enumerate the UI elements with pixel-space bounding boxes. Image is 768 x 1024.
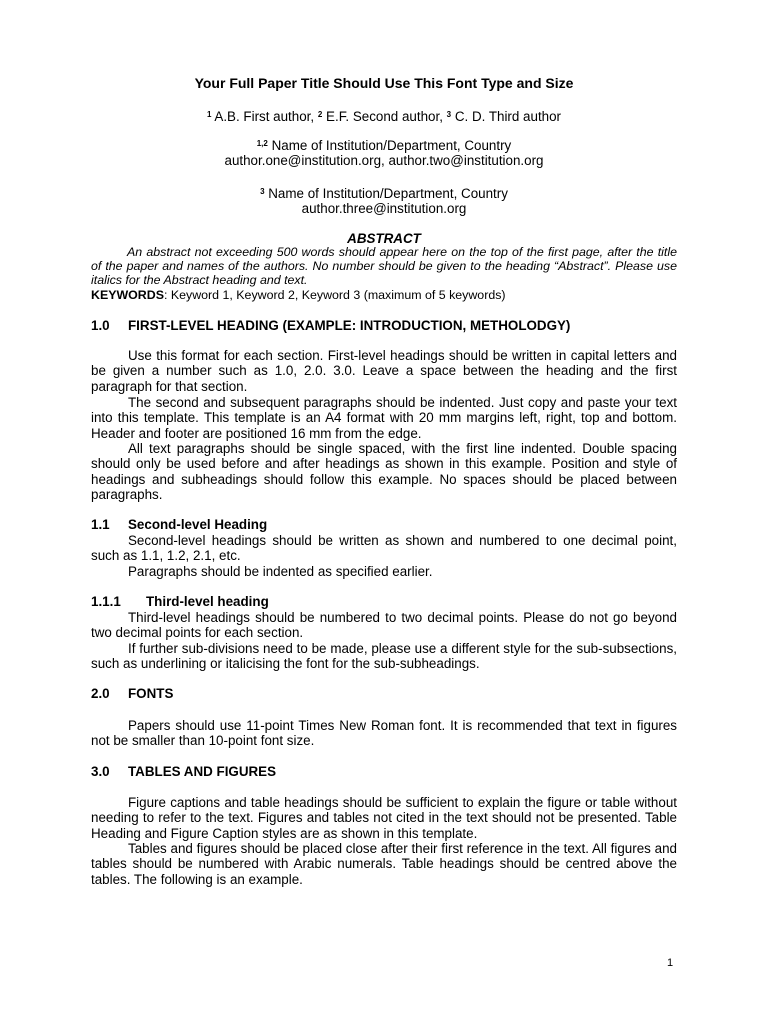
subsection-heading-1-1 xyxy=(91,517,677,532)
abstract-text: An abstract not exceeding 500 words should appear here on the top of the first page, after the title of the paper and names of the authors. No number should be given to the heading “Abstract”. Please use italics for the Abstract heading and text. xyxy=(91,245,677,287)
section-heading-1 xyxy=(91,318,677,333)
paragraph: If further sub-divisions need to be made, please use a different style for the sub-subsections, such as underlining or italicising the font for the sub-subheadings. xyxy=(91,641,677,672)
section-heading-3 xyxy=(91,764,677,779)
subsubsection-heading-1-1-1 xyxy=(91,594,677,609)
section-title: FIRST-LEVEL HEADING (EXAMPLE: INTRODUCTION, METHOLODGY) xyxy=(128,318,571,333)
section-title: TABLES AND FIGURES xyxy=(128,764,277,779)
abstract-heading: ABSTRACT xyxy=(347,231,421,246)
author-3: C. D. Third author xyxy=(454,109,562,124)
section-number: 1.0 xyxy=(91,318,110,333)
paragraph: Paragraphs should be indented as specified earlier. xyxy=(128,564,433,579)
paragraph: Use this format for each section. First-level headings should be written in capital letters and be given a number such as 1.0, 2.0. 3.0. Leave a space between the heading and the first paragraph for that section. xyxy=(91,348,677,394)
section-number: 3.0 xyxy=(91,764,110,779)
author-sup-1: 1 xyxy=(206,110,212,119)
section-number: 2.0 xyxy=(91,686,110,701)
author-sup-3: 3 xyxy=(446,110,452,119)
institution-name-1: Name of Institution/Department, Country xyxy=(271,138,512,153)
page-number: 1 xyxy=(667,957,674,969)
keywords-line xyxy=(91,288,677,303)
institution-sup-2: 3 xyxy=(260,187,265,196)
author-1: A.B. First author, xyxy=(214,109,315,124)
institution-emails-2: author.three@institution.org xyxy=(301,201,467,217)
author-line xyxy=(91,109,677,124)
institution-block-1 xyxy=(91,138,677,169)
institution-sup-1: 1,2 xyxy=(256,139,268,148)
keywords-label: KEYWORDS xyxy=(91,288,164,302)
institution-block-2 xyxy=(91,186,677,217)
author-2: E.F. Second author, xyxy=(326,109,443,124)
section-title: Third-level heading xyxy=(146,594,269,609)
author-sup-2: 2 xyxy=(317,110,323,119)
paragraph: Figure captions and table headings should be sufficient to explain the figure or table without needing to refer to the text. Figures and tables not cited in the text should not be presented. Table Heading and Figure Caption styles are as shown in this template. xyxy=(91,795,677,841)
keywords-text: : Keyword 1, Keyword 2, Keyword 3 (maximum of 5 keywords) xyxy=(163,288,506,302)
section-heading-2 xyxy=(91,686,677,701)
institution-emails-1: author.one@institution.org, author.two@institution.org xyxy=(224,153,544,169)
section-number: 1.1.1 xyxy=(91,594,121,609)
paragraph: Papers should use 11-point Times New Roman font. It is recommended that text in figures not be smaller than 10-point font size. xyxy=(91,718,677,749)
paragraph: Third-level headings should be numbered to two decimal points. Please do not go beyond two decimal points for each section. xyxy=(91,610,677,641)
paper-title: Your Full Paper Title Should Use This Font Type and Size xyxy=(194,75,574,91)
institution-name-2: Name of Institution/Department, Country xyxy=(268,186,508,201)
paragraph: Tables and figures should be placed close after their first reference in the text. All figures and tables should be numbered with Arabic numerals. Table headings should be centred above the tables. The following is an example. xyxy=(91,841,677,887)
paragraph: The second and subsequent paragraphs should be indented. Just copy and paste your text into this template. This template is an A4 format with 20 mm margins left, right, top and bottom. Header and footer are positioned 16 mm from the edge. xyxy=(91,395,677,441)
section-number: 1.1 xyxy=(91,517,110,532)
section-title: FONTS xyxy=(128,686,174,701)
paragraph: Second-level headings should be written as shown and numbered to one decimal point, such as 1.1, 1.2, 2.1, etc. xyxy=(91,533,677,564)
paragraph: All text paragraphs should be single spaced, with the first line indented. Double spacing should only be used before and after headings as shown in this example. Position and style of headings and subheadings should follow this example. No spaces should be placed between paragraphs. xyxy=(91,441,677,503)
section-title: Second-level Heading xyxy=(128,517,268,532)
